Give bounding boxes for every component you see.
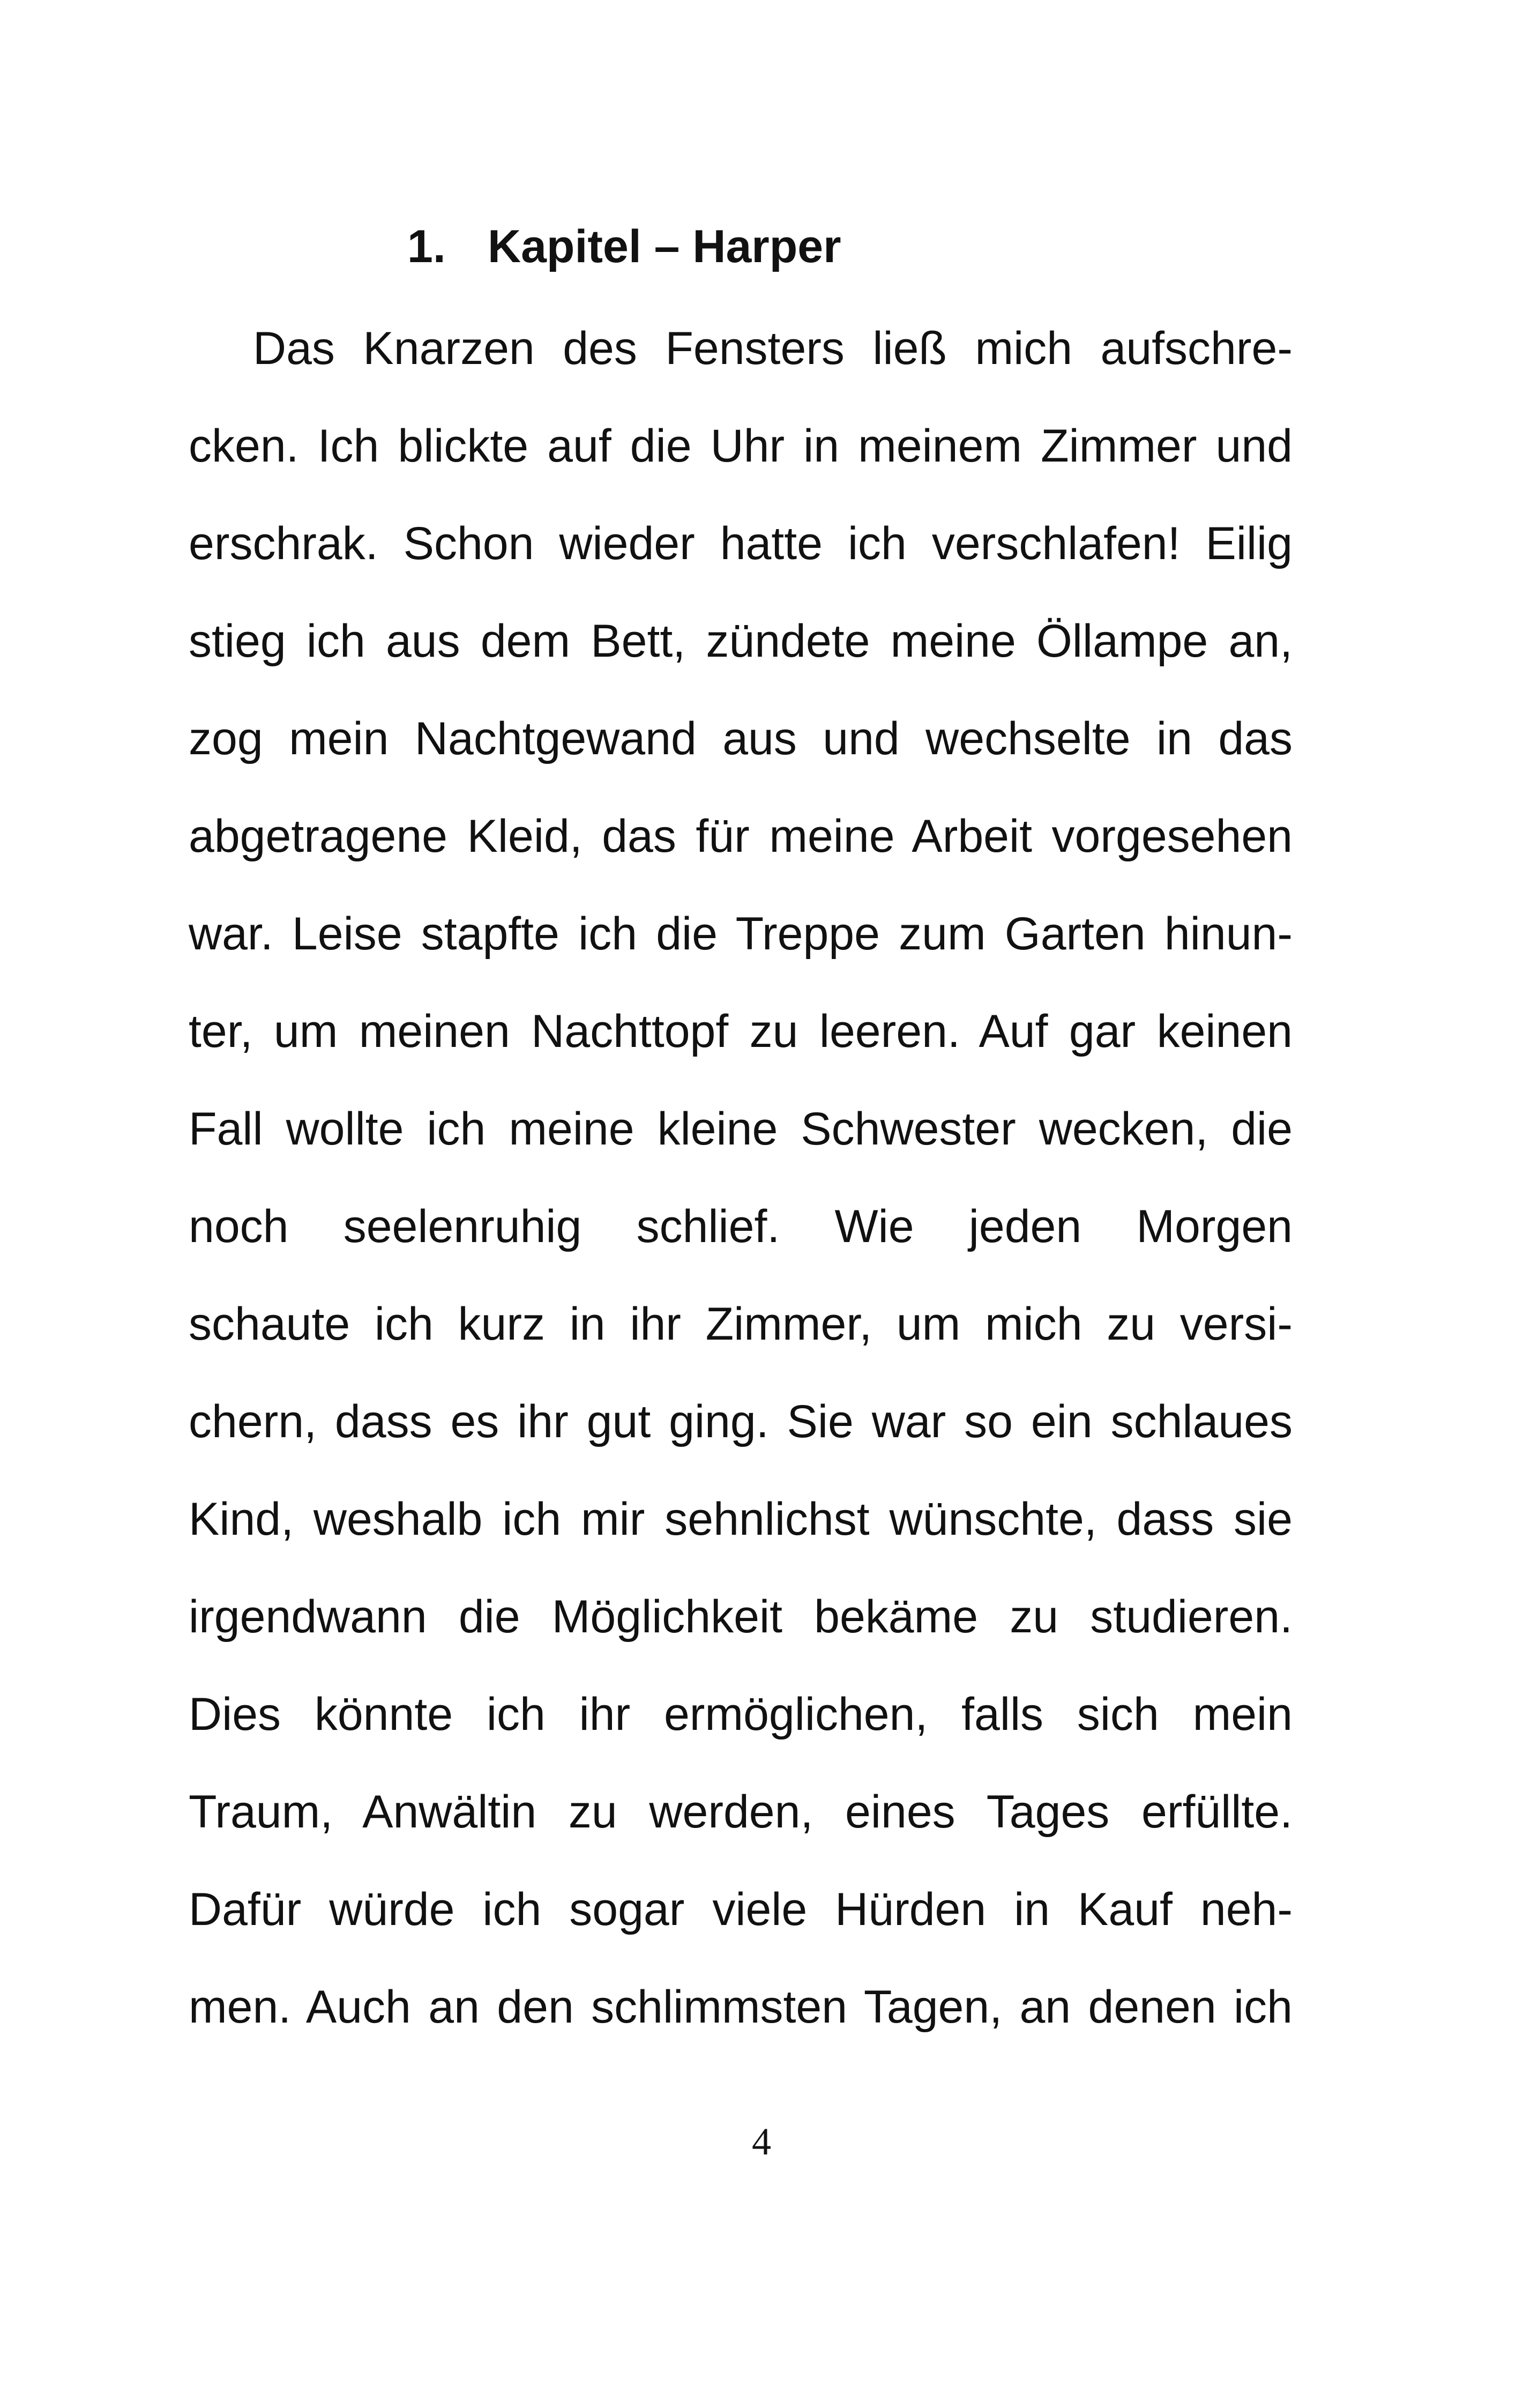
text-line: cken. Ich blickte auf die Uhr in meinem Zimmer und [189,420,1293,472]
text-line: Das Knarzen des Fensters ließ mich aufschre- [253,323,1293,374]
text-line: abgetragene Kleid, das für meine Arbeit vorgesehen [189,811,1293,862]
text-line: zog mein Nachtgewand aus und wechselte in das [189,713,1293,764]
text-line: Kind, weshalb ich mir sehnlichst wünschte, dass sie [189,1493,1293,1545]
text-line: Dafür würde ich sogar viele Hürden in Kauf neh- [189,1884,1293,1935]
text-line: stieg ich aus dem Bett, zündete meine Öllampe an, [189,615,1293,667]
chapter-title: Kapitel – Harper [488,221,841,272]
text-line: men. Auch an den schlimmsten Tagen, an denen ich [189,1981,1293,2033]
page-number: 4 [752,2120,771,2163]
chapter-number: 1. [407,221,446,272]
chapter-heading [407,214,841,279]
text-line: Dies könnte ich ihr ermöglichen, falls sich mein [189,1689,1293,1740]
text-line: Fall wollte ich meine kleine Schwester wecken, die [189,1103,1293,1155]
body-text [189,314,1293,2070]
text-line: chern, dass es ihr gut ging. Sie war so ein schlaues [189,1396,1293,1447]
text-line: erschrak. Schon wieder hatte ich verschlafen! Eilig [189,518,1293,569]
text-line: schaute ich kurz in ihr Zimmer, um mich zu versi- [189,1298,1293,1350]
text-line: noch seelenruhig schlief. Wie jeden Morgen [189,1201,1293,1252]
text-line: irgendwann die Möglichkeit bekäme zu studieren. [189,1591,1293,1643]
text-line: ter, um meinen Nachttopf zu leeren. Auf gar keinen [189,1006,1293,1057]
text-line: Traum, Anwältin zu werden, eines Tages erfüllte. [189,1786,1293,1838]
text-line: war. Leise stapfte ich die Treppe zum Garten hinun- [189,908,1293,960]
